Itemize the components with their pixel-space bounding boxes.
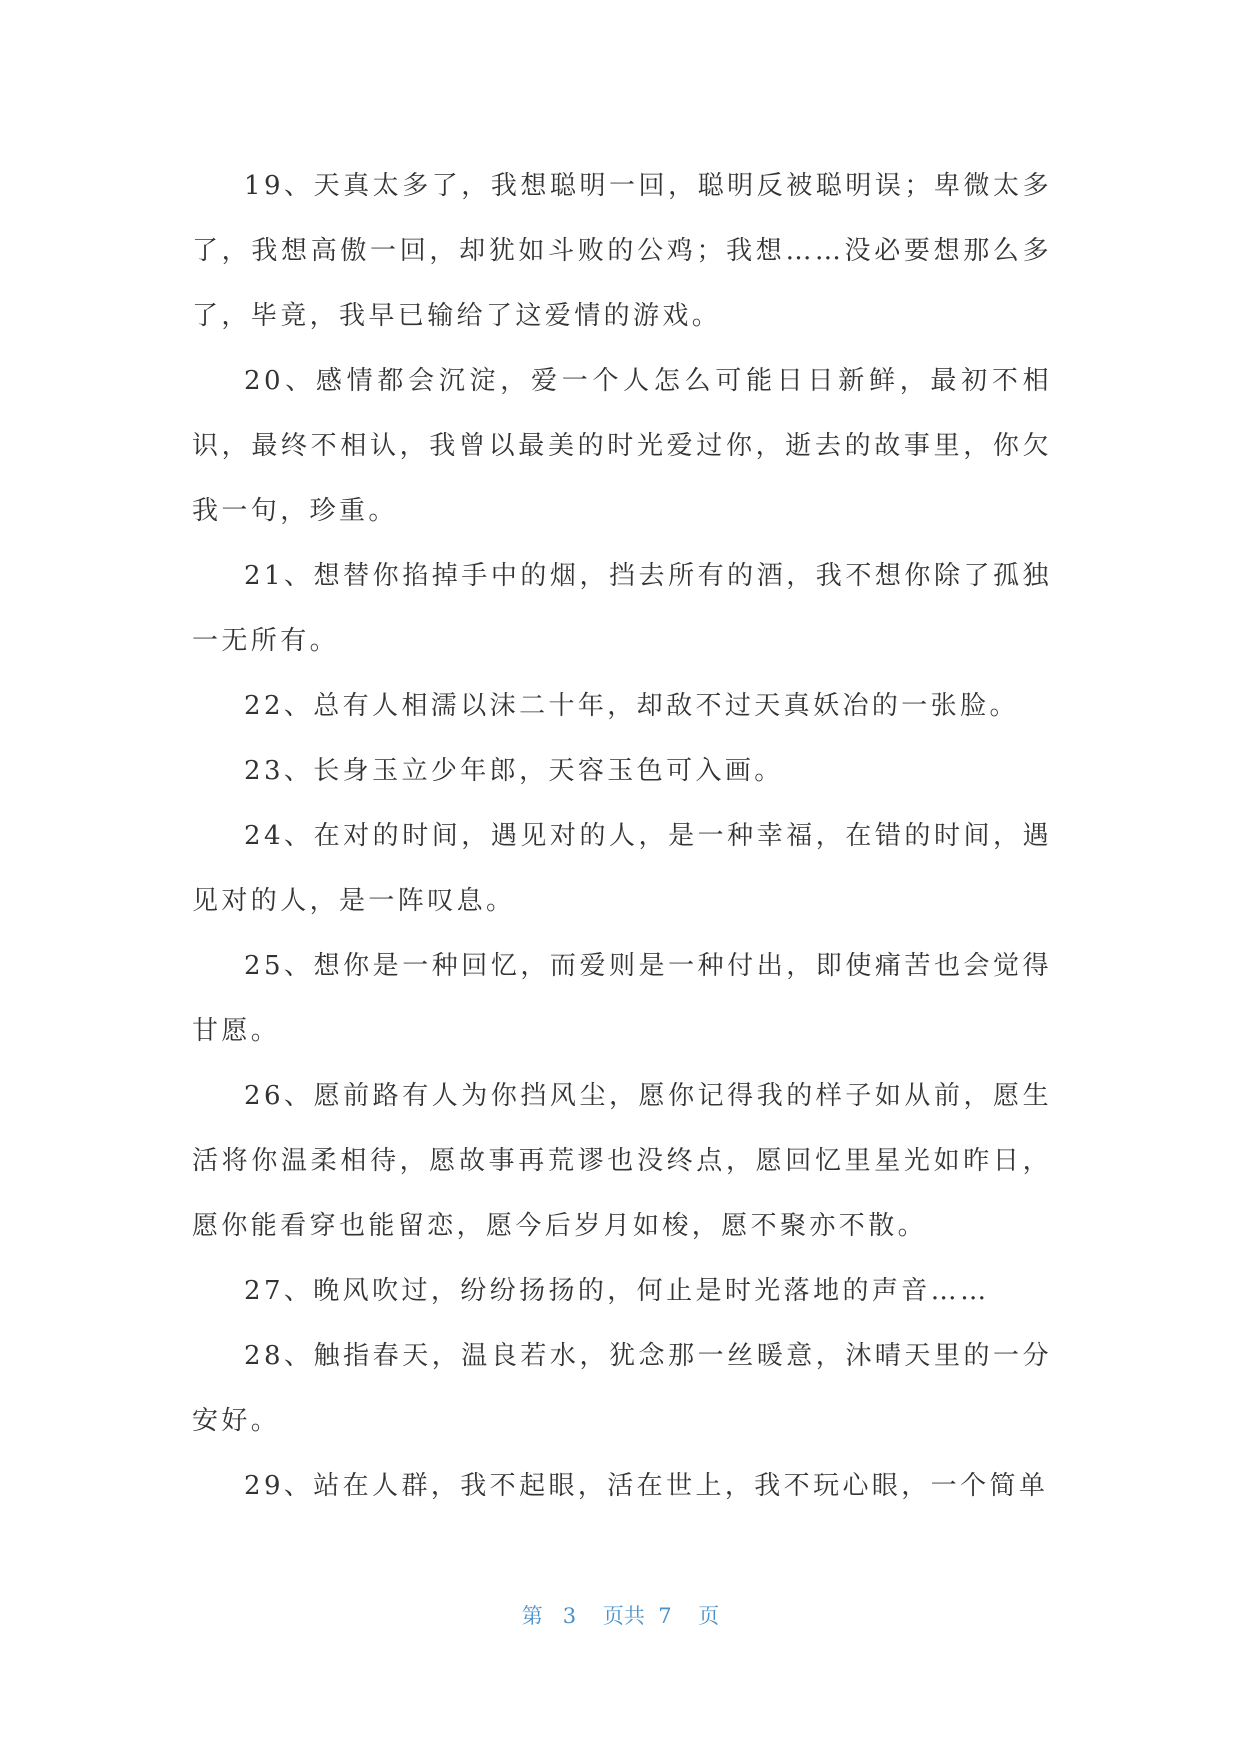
current-page-number: 3 — [562, 1604, 577, 1628]
footer-prefix: 第 — [521, 1604, 543, 1628]
paragraph-23: 23、长身玉立少年郎，天容玉色可入画。 — [244, 756, 784, 786]
total-pages-number: 7 — [658, 1604, 672, 1628]
paragraph-19: 19、天真太多了，我想聪明一回，聪明反被聪明误；卑微太多了，我想高傲一回，却犹如斗败的公鸡；我想……没必要想那么多了，毕竟，我早已输给了这爱情的游戏。 — [192, 171, 1052, 331]
page-footer — [0, 1602, 1241, 1630]
paragraph-27: 27、晚风吹过，纷纷扬扬的，何止是时光落地的声音…… — [244, 1276, 990, 1306]
paragraph-29: 29、站在人群，我不起眼，活在世上，我不玩心眼，一个简单 — [244, 1471, 1049, 1501]
paragraph-28: 28、触指春天，温良若水，犹念那一丝暖意，沐晴天里的一分安好。 — [192, 1341, 1052, 1436]
paragraph-22: 22、总有人相濡以沫二十年，却敌不过天真妖冶的一张脸。 — [244, 691, 1019, 721]
paragraph-21: 21、想替你掐掉手中的烟，挡去所有的酒，我不想你除了孤独一无所有。 — [192, 561, 1052, 656]
paragraph-20: 20、感情都会沉淀，爱一个人怎么可能日日新鲜，最初不相识，最终不相认，我曾以最美的时光爱过你，逝去的故事里，你欠我一句，珍重。 — [192, 366, 1052, 526]
paragraph-26: 26、愿前路有人为你挡风尘，愿你记得我的样子如从前，愿生活将你温柔相待，愿故事再荒谬也没终点，愿回忆里星光如昨日，愿你能看穿也能留恋，愿今后岁月如梭，愿不聚亦不散。 — [192, 1081, 1052, 1241]
paragraph-25: 25、想你是一种回忆，而爱则是一种付出，即使痛苦也会觉得甘愿。 — [192, 951, 1052, 1046]
footer-middle: 页共 — [602, 1604, 645, 1628]
paragraph-24: 24、在对的时间，遇见对的人，是一种幸福，在错的时间，遇见对的人，是一阵叹息。 — [192, 821, 1052, 916]
body-text — [192, 154, 1052, 1519]
footer-suffix: 页 — [698, 1604, 720, 1628]
